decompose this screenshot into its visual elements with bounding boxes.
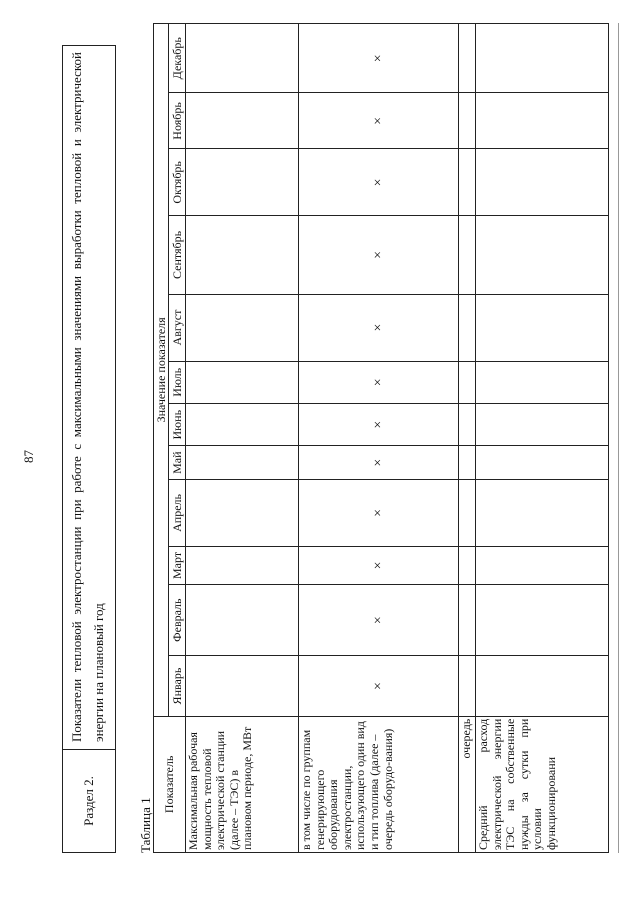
value-header: Значение показателя: [154, 24, 169, 717]
indicator-header: Показатель: [154, 716, 186, 852]
value-cell: [186, 584, 299, 655]
month-header: Январь: [169, 656, 186, 716]
value-cell: [476, 446, 609, 480]
indicator-cell: Средний расход электрической энергии ТЭС на собственные нужды за сутки при условии функционировани: [476, 716, 609, 852]
month-header: Сентябрь: [169, 216, 186, 294]
value-cell: [186, 446, 299, 480]
page-number: 87: [21, 450, 36, 463]
value-cell: [186, 404, 299, 446]
table-row: [186, 24, 299, 853]
table-row: [459, 24, 476, 853]
value-cell: [186, 149, 299, 216]
page-bottom-rule: [618, 23, 619, 853]
value-cell: ×: [299, 446, 459, 480]
table-label: Таблица 1: [138, 797, 153, 853]
value-cell: ×: [299, 584, 459, 655]
value-cell: [459, 546, 476, 584]
table-row: [299, 24, 459, 853]
month-header: Ноябрь: [169, 93, 186, 149]
value-cell: [476, 404, 609, 446]
value-cell: ×: [299, 404, 459, 446]
value-cell: ×: [299, 24, 459, 94]
value-cell: [186, 216, 299, 294]
month-header: Декабрь: [169, 24, 186, 94]
section-header-box: [62, 45, 116, 853]
value-cell: ×: [299, 216, 459, 294]
value-cell: [186, 24, 299, 94]
month-header: Август: [169, 294, 186, 361]
value-cell: [459, 294, 476, 361]
value-cell: [459, 361, 476, 403]
value-cell: [459, 656, 476, 716]
indicator-cell: очередь: [459, 716, 476, 852]
value-cell: ×: [299, 294, 459, 361]
value-cell: ×: [299, 479, 459, 546]
value-cell: [459, 584, 476, 655]
value-cell: [476, 294, 609, 361]
value-cell: [459, 216, 476, 294]
month-header: Октябрь: [169, 149, 186, 216]
header-row-group: [154, 24, 169, 853]
value-cell: ×: [299, 546, 459, 584]
month-header: Июнь: [169, 404, 186, 446]
value-cell: [476, 584, 609, 655]
value-cell: [186, 546, 299, 584]
value-cell: [186, 479, 299, 546]
value-cell: [476, 479, 609, 546]
value-cell: [186, 656, 299, 716]
month-header: Май: [169, 446, 186, 480]
table-row: [476, 24, 609, 853]
value-cell: [476, 216, 609, 294]
value-cell: [476, 361, 609, 403]
indicators-table: [153, 23, 609, 853]
section-label: Раздел 2.: [63, 749, 115, 852]
value-cell: [186, 93, 299, 149]
value-cell: [459, 24, 476, 94]
month-header: Апрель: [169, 479, 186, 546]
month-header: Март: [169, 546, 186, 584]
value-cell: [476, 656, 609, 716]
value-cell: ×: [299, 656, 459, 716]
indicator-cell: в том числе по группам генерирующего оборудования электростанции, использующего один вид и тип топлива (далее – очередь оборудо-вания): [299, 716, 459, 852]
value-cell: [186, 294, 299, 361]
value-cell: ×: [299, 361, 459, 403]
value-cell: ×: [299, 93, 459, 149]
value-cell: ×: [299, 149, 459, 216]
section-title: Показатели тепловой электростанции при работе с максимальными значениями выработки тепловой и электрической энергии на плановый год: [69, 52, 106, 742]
month-header: Февраль: [169, 584, 186, 655]
value-cell: [459, 93, 476, 149]
value-cell: [186, 361, 299, 403]
value-cell: [459, 149, 476, 216]
value-cell: [476, 149, 609, 216]
value-cell: [459, 446, 476, 480]
value-cell: [476, 24, 609, 94]
value-cell: [459, 479, 476, 546]
value-cell: [476, 546, 609, 584]
month-header: Июль: [169, 361, 186, 403]
value-cell: [476, 93, 609, 149]
value-cell: [459, 404, 476, 446]
indicator-cell: Максимальная рабочая мощность тепловой электрической станции (далее – ТЭС) в плановом периоде, МВт: [186, 716, 299, 852]
